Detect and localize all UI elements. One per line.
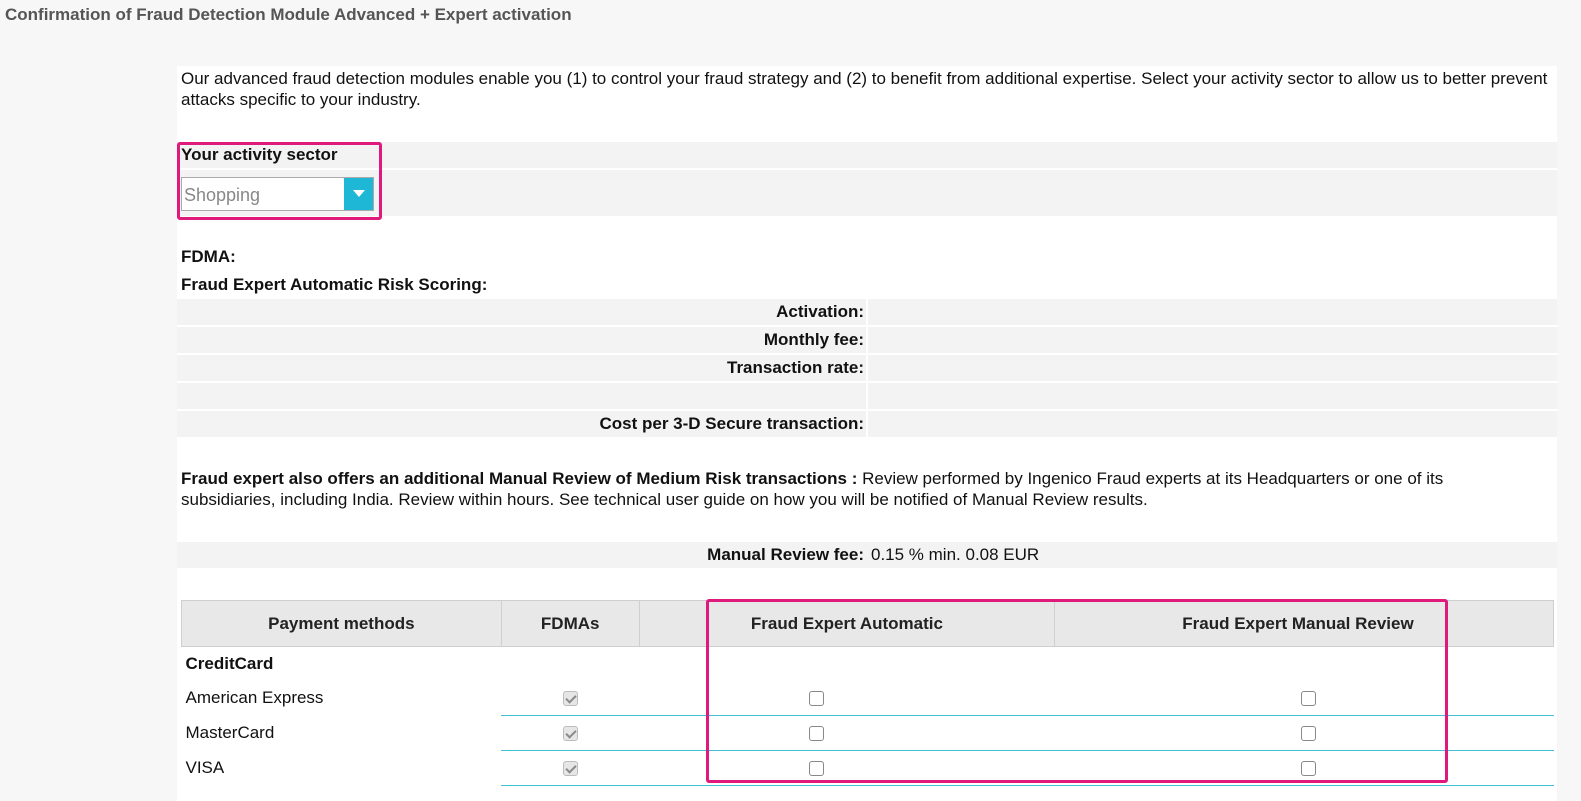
expert-automatic-checkbox[interactable] <box>809 691 824 706</box>
sector-label: Your activity sector <box>181 145 338 164</box>
manual-review-description <box>181 468 1541 510</box>
expert-manual-checkbox[interactable] <box>1301 691 1316 706</box>
manual-review-fee-label: Manual Review fee: <box>707 545 864 564</box>
manual-review-text: Review performed by Ingenico Fraud experts at its Headquarters or one of its subsidiaries, including India. Review within hours. See technical user guide on how you will be notified of Manual Review results. <box>181 469 1444 509</box>
transaction-rate-label: Transaction rate: <box>727 358 864 377</box>
fdma-checkbox <box>563 691 578 706</box>
group-row <box>182 647 1554 682</box>
page-title: Confirmation of Fraud Detection Module Advanced + Expert activation <box>5 5 572 24</box>
method-name: VISA <box>185 758 225 777</box>
content-panel <box>177 66 1557 801</box>
payment-methods-table <box>181 600 1554 786</box>
manual-review-title: Fraud expert also offers an additional Manual Review of Medium Risk transactions : <box>181 469 858 488</box>
activation-label: Activation: <box>776 302 864 321</box>
method-name: American Express <box>185 688 324 708</box>
expert-automatic-checkbox[interactable] <box>809 761 824 776</box>
intro-text: Our advanced fraud detection modules enable you (1) to control your fraud strategy and (2) to benefit from additional expertise. Select your activity sector to allow us to better prevent attacks specific to your industry. <box>181 69 1548 109</box>
table-row <box>182 751 1554 786</box>
group-label: CreditCard <box>185 654 274 673</box>
header-expert-automatic: Fraud Expert Automatic <box>639 601 1055 647</box>
table-header-row <box>182 601 1554 647</box>
cost-3ds-label: Cost per 3-D Secure transaction: <box>599 414 864 433</box>
manual-review-fee-row <box>177 542 1557 568</box>
fdma-label: FDMA: <box>181 247 236 266</box>
monthly-fee-label: Monthly fee: <box>763 330 864 349</box>
fdma-checkbox <box>563 726 578 741</box>
table-row <box>182 681 1554 716</box>
expert-manual-checkbox[interactable] <box>1301 726 1316 741</box>
method-name: MasterCard <box>185 723 275 742</box>
sector-band-top <box>177 142 1557 168</box>
table-row <box>182 716 1554 751</box>
pricing-divider <box>866 299 868 437</box>
manual-review-fee-value: 0.15 % min. 0.08 EUR <box>871 545 1040 564</box>
expert-automatic-checkbox[interactable] <box>809 726 824 741</box>
risk-scoring-label: Fraud Expert Automatic Risk Scoring: <box>181 275 488 294</box>
header-payment-methods: Payment methods <box>182 601 502 647</box>
expert-manual-checkbox[interactable] <box>1301 761 1316 776</box>
fdma-checkbox <box>563 761 578 776</box>
sector-band-bottom <box>177 170 1557 216</box>
sector-highlight-frame <box>177 142 382 220</box>
header-expert-manual: Fraud Expert Manual Review <box>1055 601 1554 647</box>
header-fdmas: FDMAs <box>501 601 639 647</box>
activity-sector-value: Shopping <box>184 185 261 205</box>
